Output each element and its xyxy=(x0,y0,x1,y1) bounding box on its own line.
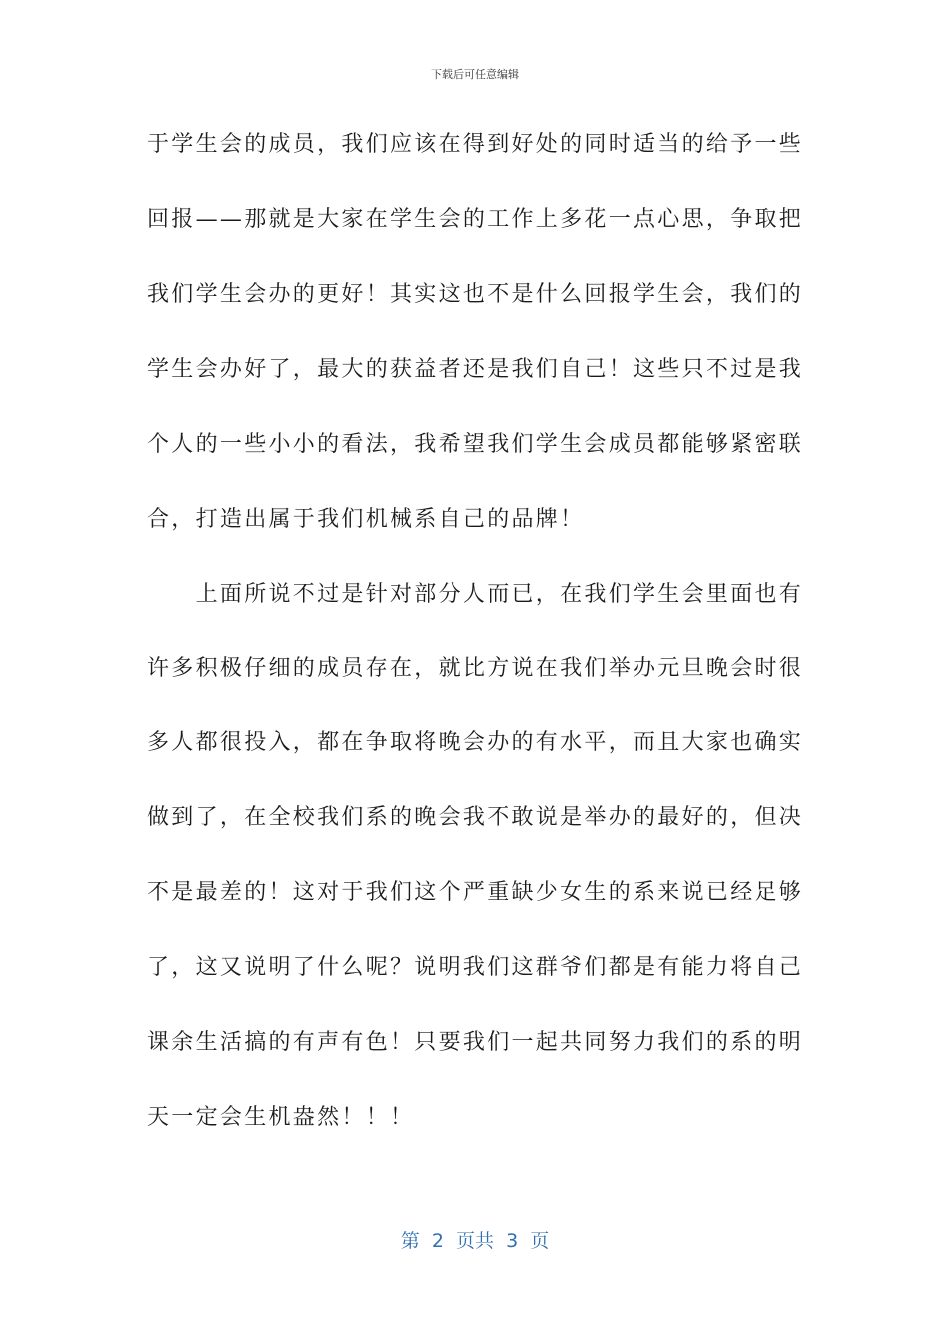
page-number-footer: 第 2 页共 3 页 xyxy=(400,1230,550,1252)
body-line: 课余生活搞的有声有色！只要我们一起共同努力我们的系的明 xyxy=(147,1030,804,1055)
body-line: 做到了，在全校我们系的晚会我不敢说是举办的最好的，但决 xyxy=(147,805,804,830)
page-header: 下载后可任意编辑 xyxy=(431,68,519,81)
body-line: 回报——那就是大家在学生会的工作上多花一点心思，争取把 xyxy=(147,207,804,232)
body-line: 不是最差的！这对于我们这个严重缺少女生的系来说已经足够 xyxy=(147,880,804,905)
body-line: 多人都很投入，都在争取将晚会办的有水平，而且大家也确实 xyxy=(147,730,804,755)
body-line: 了，这又说明了什么呢？说明我们这群爷们都是有能力将自己 xyxy=(147,955,804,980)
body-line: 我们学生会办的更好！其实这也不是什么回报学生会，我们的 xyxy=(147,282,804,307)
body-line: 合，打造出属于我们机械系自己的品牌！ xyxy=(147,507,585,532)
body-line: 天一定会生机盎然！！！ xyxy=(147,1105,415,1130)
body-line: 学生会办好了，最大的获益者还是我们自己！这些只不过是我 xyxy=(147,357,804,382)
body-line: 于学生会的成员，我们应该在得到好处的同时适当的给予一些 xyxy=(147,132,804,157)
body-line: 上面所说不过是针对部分人而已，在我们学生会里面也有 xyxy=(147,582,804,607)
body-line: 许多积极仔细的成员存在，就比方说在我们举办元旦晚会时很 xyxy=(147,656,804,681)
body-line: 个人的一些小小的看法，我希望我们学生会成员都能够紧密联 xyxy=(147,432,804,457)
